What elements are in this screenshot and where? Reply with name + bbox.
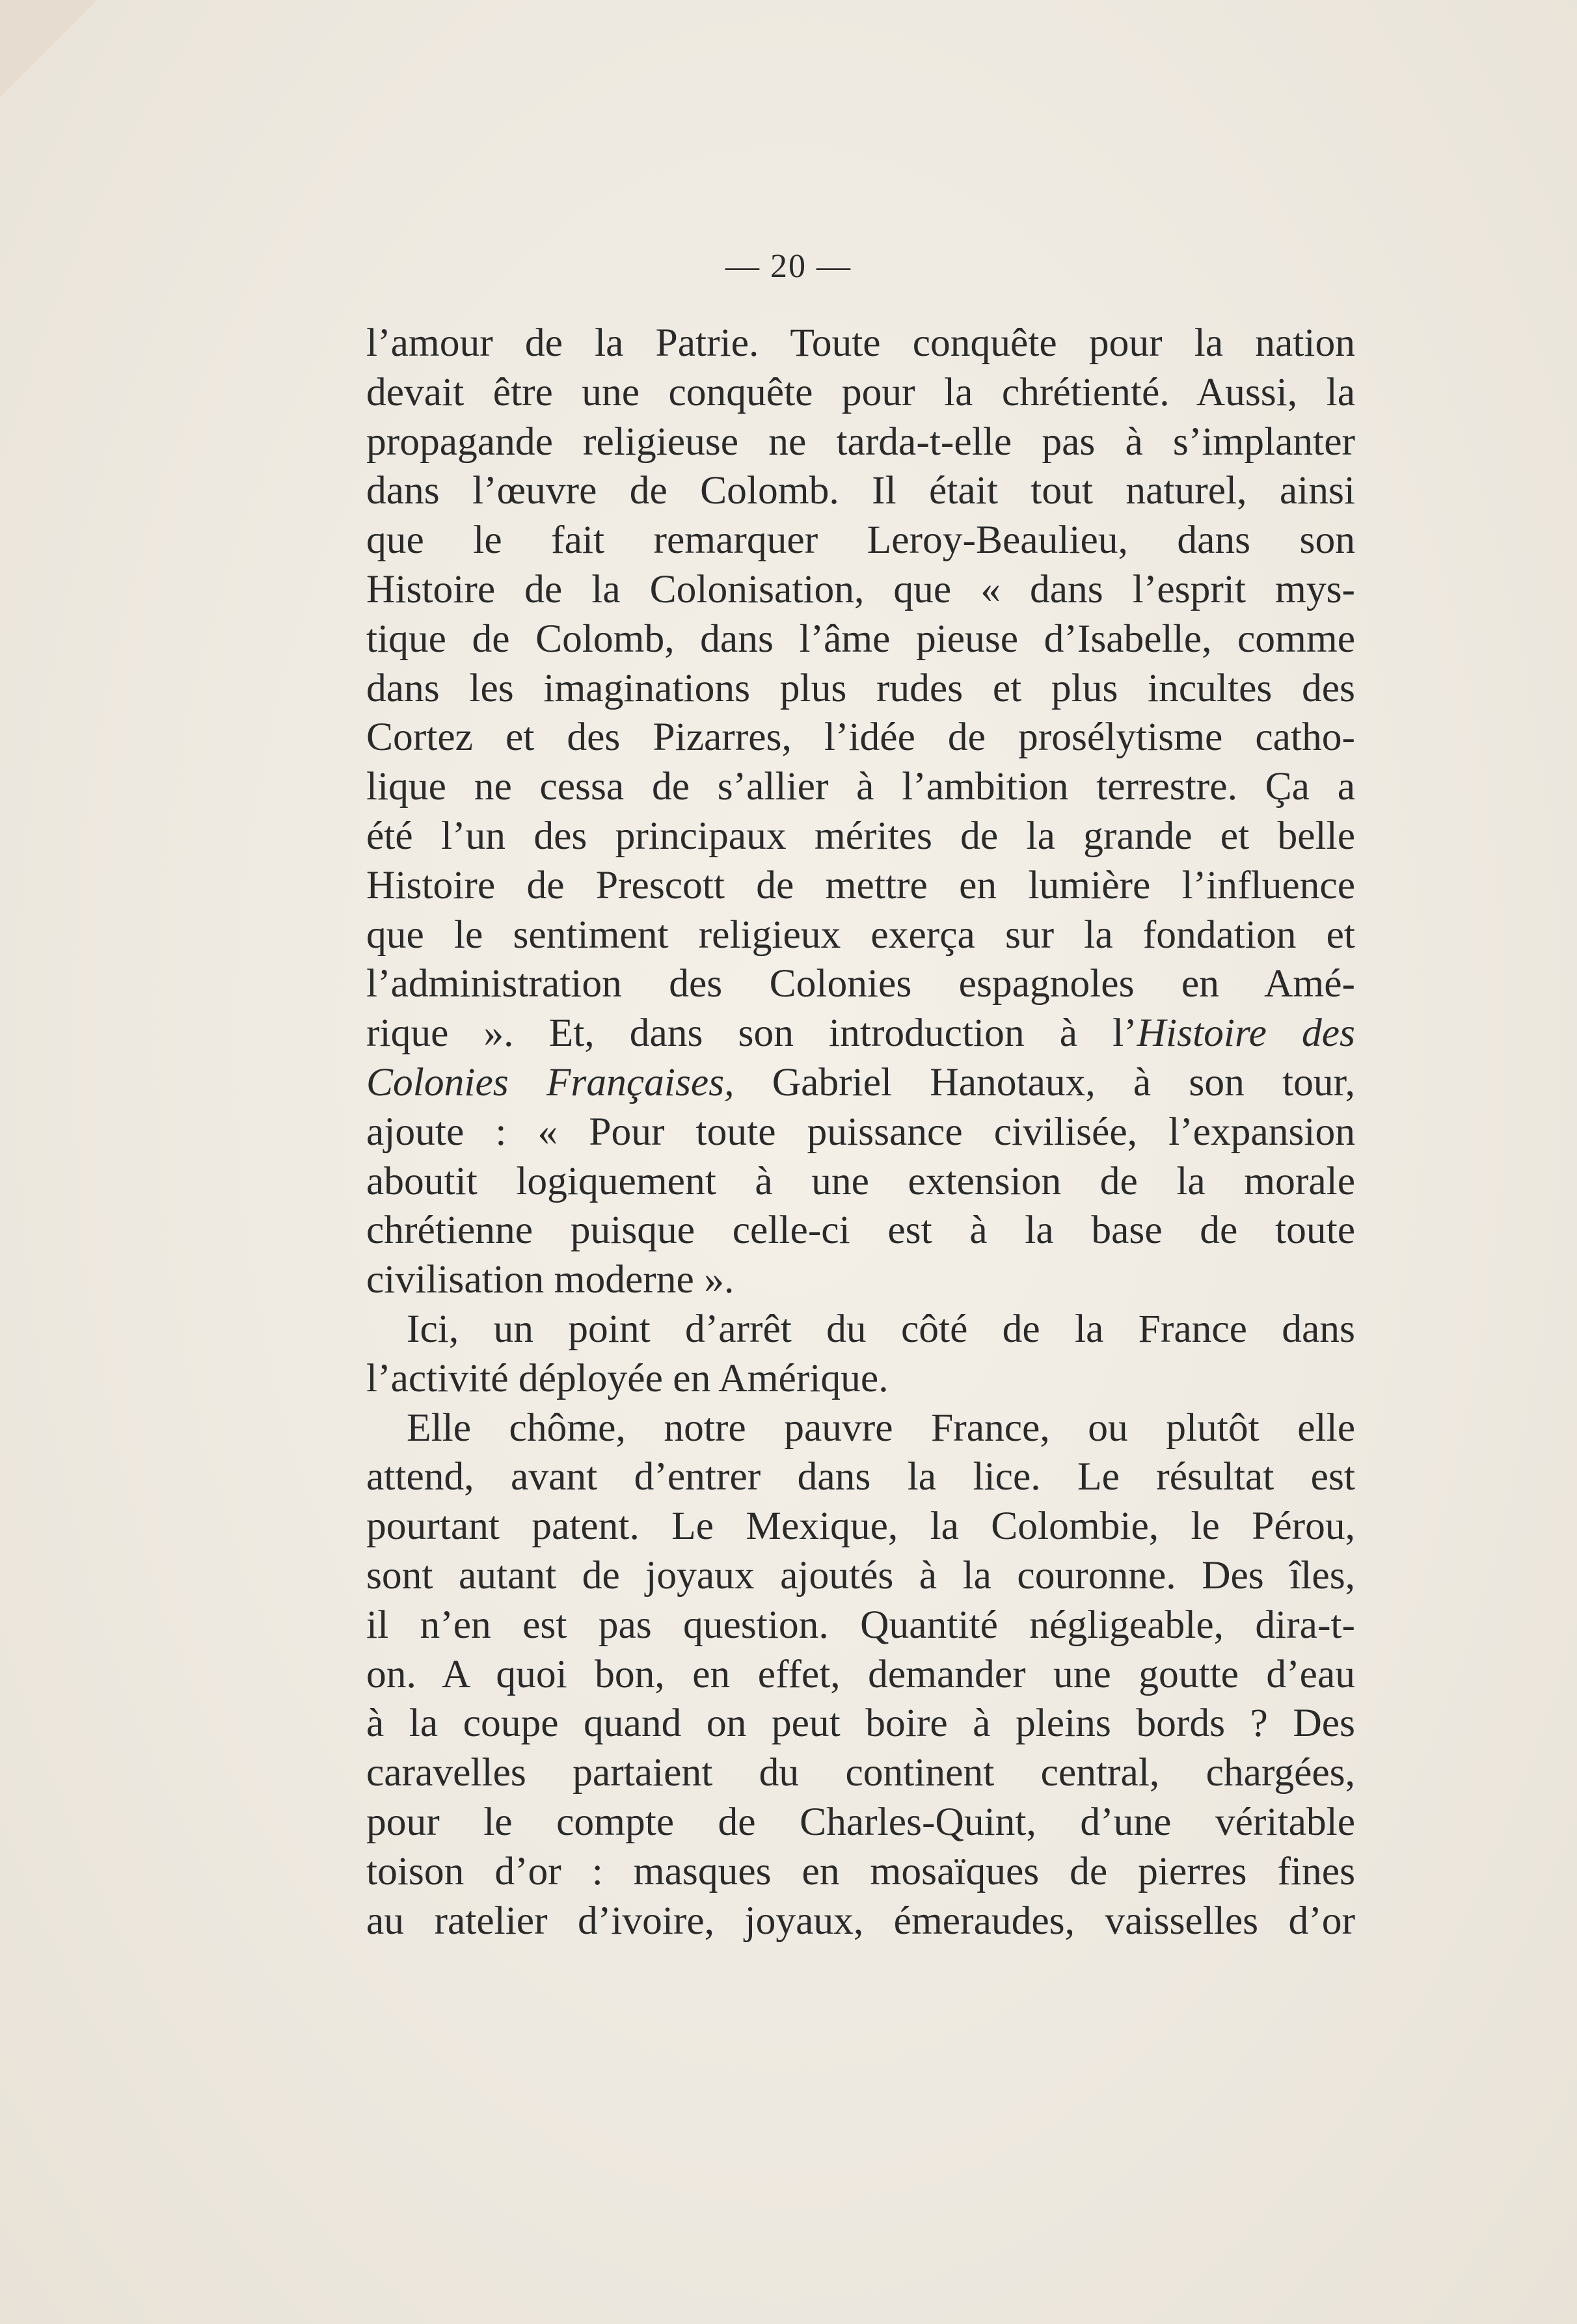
page-corner — [0, 0, 98, 98]
text-line: propagande religieuse ne tarda-t-elle pas à s’implanter — [366, 419, 1355, 464]
text-segment: Gabriel Hanotaux, à son tour, — [734, 1060, 1355, 1104]
paragraph-1 — [366, 319, 1355, 1305]
text-line: au ratelier d’ivoire, joyaux, émeraudes, vaisselles d’or — [366, 1898, 1355, 1943]
text-line: lique ne cessa de s’allier à l’ambition terrestre. Ça a — [366, 764, 1355, 809]
text-line: que le sentiment religieux exerça sur la fondation et — [366, 912, 1355, 957]
text-line: sont autant de joyaux ajoutés à la couronne. Des îles, — [366, 1553, 1355, 1597]
text-line: Histoire de la Colonisation, que « dans l’esprit mys- — [366, 567, 1355, 611]
text-line: tique de Colomb, dans l’âme pieuse d’Isabelle, comme — [366, 616, 1355, 661]
text-line: attend, avant d’entrer dans la lice. Le résultat est — [366, 1454, 1355, 1499]
text-line: ajoute : « Pour toute puissance civilisée, l’expansion — [366, 1109, 1355, 1154]
text-line: Cortez et des Pizarres, l’idée de prosélytisme catho- — [366, 715, 1355, 760]
text-line: dans les imaginations plus rudes et plus incultes des — [366, 665, 1355, 710]
text-line: l’amour de la Patrie. Toute conquête pour la nation — [366, 321, 1355, 365]
text-line: que le fait remarquer Leroy-Beaulieu, dans son — [366, 518, 1355, 563]
text-line: l’activité déployée en Amérique. — [366, 1356, 889, 1400]
text-line: à la coupe quand on peut boire à pleins bords ? Des — [366, 1701, 1355, 1746]
text-segment: rique ». Et, dans son introduction à l’ — [366, 1011, 1137, 1056]
text-line: dans l’œuvre de Colomb. Il était tout naturel, ainsi — [366, 468, 1355, 513]
text-line: pourtant patent. Le Mexique, la Colombie, le Pérou, — [366, 1504, 1355, 1549]
text-line: toison d’or : masques en mosaïques de pierres fines — [366, 1849, 1355, 1893]
text-line: on. A quoi bon, en effet, demander une goutte d’eau — [366, 1651, 1355, 1696]
text-line: pour le compte de Charles-Quint, d’une véritable — [366, 1799, 1355, 1844]
text-line — [366, 1009, 1355, 1058]
text-line — [366, 1058, 1355, 1108]
text-line: civilisation moderne ». — [366, 1257, 735, 1302]
text-line: Ici, un point d’arrêt du côté de la France dans — [407, 1306, 1355, 1351]
text-line: l’administration des Colonies espagnoles en Amé- — [366, 961, 1355, 1006]
page-number: — 20 — — [725, 248, 852, 285]
italic-title: Colonies Françaises, — [366, 1060, 735, 1104]
paragraph-2 — [366, 1305, 1355, 1404]
text-line: caravelles partaient du continent central, chargées, — [366, 1750, 1355, 1795]
text-line: Elle chôme, notre pauvre France, ou plutôt elle — [407, 1405, 1355, 1450]
text-line: Histoire de Prescott de mettre en lumière l’influence — [366, 862, 1355, 907]
paragraph-3 — [366, 1404, 1355, 1946]
text-line: devait être une conquête pour la chrétienté. Aussi, la — [366, 369, 1355, 414]
text-line: chrétienne puisque celle-ci est à la base de toute — [366, 1208, 1355, 1253]
text-line: aboutit logiquement à une extension de la morale — [366, 1158, 1355, 1203]
body-text — [366, 319, 1355, 1945]
text-line: il n’en est pas question. Quantité négligeable, dira-t- — [366, 1602, 1355, 1647]
text-line: été l’un des principaux mérites de la grande et belle — [366, 813, 1355, 858]
italic-title: Histoire des — [1137, 1011, 1355, 1056]
